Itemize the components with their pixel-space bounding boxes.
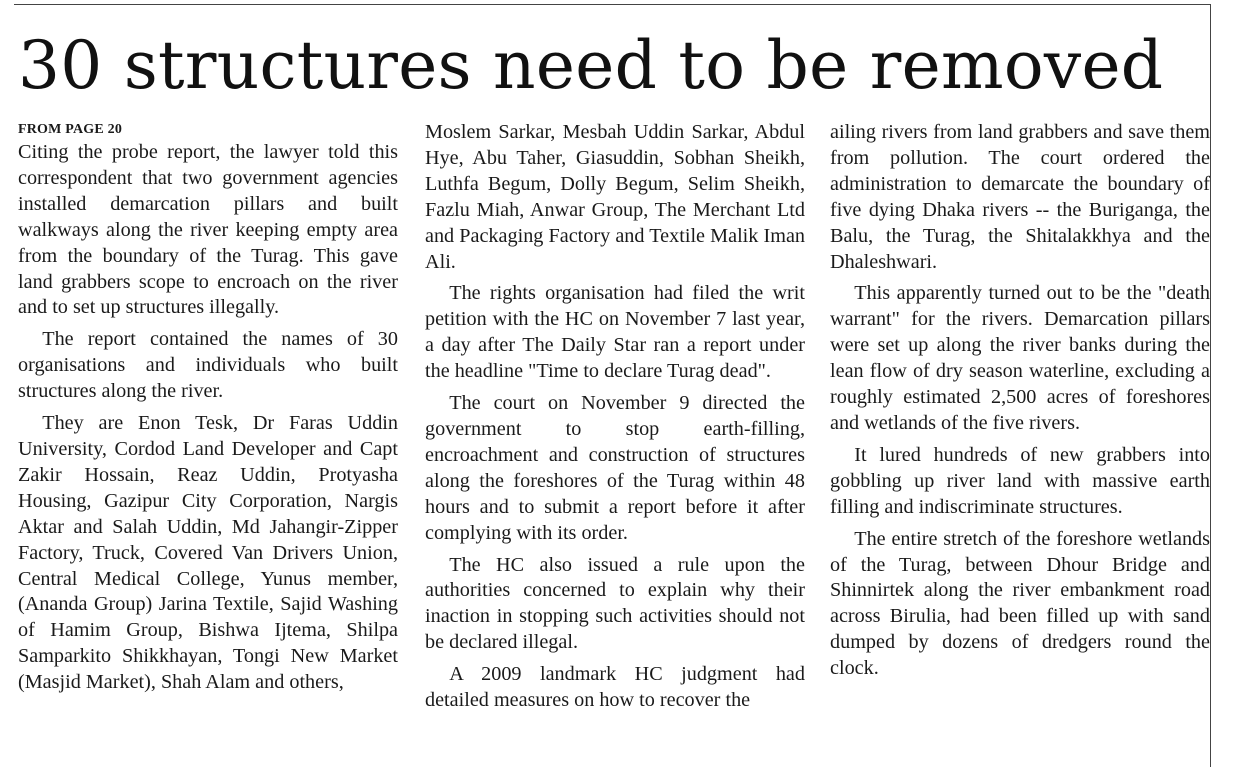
article-column-1 — [18, 120, 398, 702]
column-rule — [1210, 4, 1211, 767]
top-rule — [14, 4, 1210, 5]
paragraph: It lured hundreds of new grabbers into gobbling up river land with massive earth filling and indiscriminate structures. — [830, 443, 1210, 518]
paragraph: The rights organisation had filed the writ petition with the HC on November 7 last year, a day after The Daily Star ran a report under the headline "Time to declare Turag dead". — [425, 282, 805, 383]
paragraph: They are Enon Tesk, Dr Faras Uddin University, Cordod Land Developer and Capt Zakir Hossain, Reaz Uddin, Protyasha Housing, Gazipur City Corporation, Nargis Aktar and Salah Uddin, Md Jahangir-Zipper Factory, Truck, Covered Van Drivers Union, Central Medical College, Yunus member, (Ananda Group) Jarina Textile, Sajid Washing of Hamim Group, Bishwa Ijtema, Shilpa Samparkito Shikkhayan, Tongi New Market (Masjid Market), Shah Alam and others, — [18, 412, 398, 694]
paragraph: Moslem Sarkar, Mesbah Uddin Sarkar, Abdul Hye, Abu Taher, Giasuddin, Sobhan Sheikh, Luthfa Begum, Dolly Begum, Selim Sheikh, Fazlu Miah, Anwar Group, The Merchant Ltd and Packaging Factory and Textile Malik Iman Ali. — [425, 121, 805, 273]
paragraph: Citing the probe report, the lawyer told this correspondent that two government agencies installed demarcation pillars and built walkways along the river keeping empty area from the boundary of the Turag. This gave land grabbers scope to encroach on the river and to set up structures illegally. — [18, 141, 398, 319]
paragraph: This apparently turned out to be the "death warrant" for the rivers. Demarcation pillars were set up along the river banks during the lean flow of dry season waterline, excluding a roughly estimated 2,500 acres of foreshores and wetlands of the five rivers. — [830, 282, 1210, 434]
paragraph: The report contained the names of 30 organisations and individuals who built structures along the river. — [18, 328, 398, 403]
paragraph: The HC also issued a rule upon the authorities concerned to explain why their inaction in stopping such activities should not be declared illegal. — [425, 553, 805, 654]
paragraph: The entire stretch of the foreshore wetlands of the Turag, between Dhour Bridge and Shinnirtek along the river embankment road across Birulia, had been filled up with sand dumped by dozens of dredgers round the clock. — [830, 527, 1210, 680]
article-column-3 — [830, 120, 1210, 688]
headline: 30 structures need to be removed — [18, 27, 1164, 104]
article-column-2 — [425, 120, 805, 720]
paragraph: The court on November 9 directed the government to stop earth-filling, encroachment and construction of structures along the foreshores of the Turag within 48 hours and to submit a report before it after complying with its order. — [425, 392, 805, 544]
paragraph: A 2009 landmark HC judgment had detailed measures on how to recover the — [425, 663, 805, 712]
paragraph: ailing rivers from land grabbers and save them from pollution. The court ordered the administration to demarcate the boundary of five dying Dhaka rivers -- the Buriganga, the Balu, the Turag, the Shitalakkhya and the Dhaleshwari. — [830, 121, 1210, 273]
continuation-label: FROM PAGE 20 — [18, 122, 123, 137]
